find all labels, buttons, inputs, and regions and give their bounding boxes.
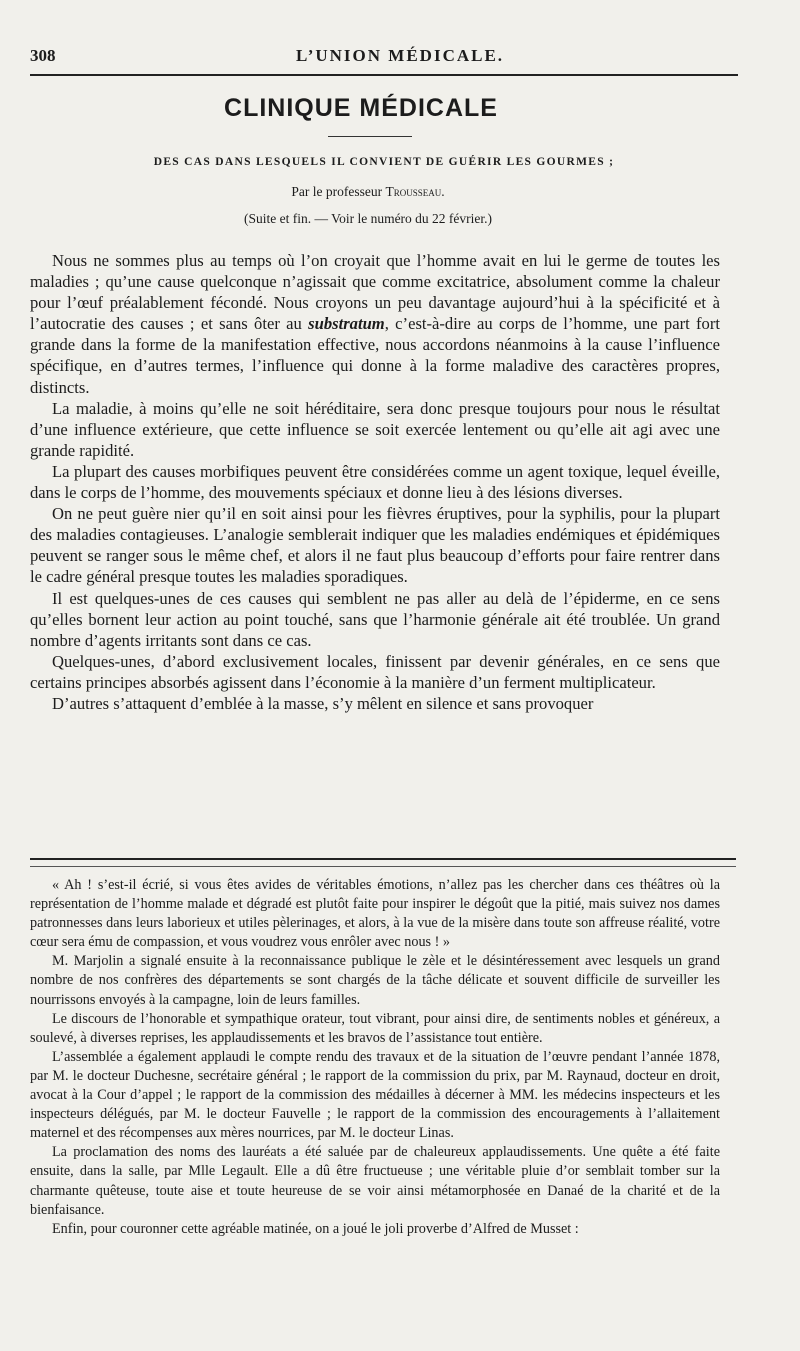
body-paragraph-6: Quelques-unes, d’abord exclusivement locales, finissent par devenir générales, en ce sens que certains principes absorbés agissent dans l’économie à la manière d’un ferment multiplicateur. — [30, 651, 720, 692]
feuilleton-paragraph-3: Le discours de l’honorable et sympathique orateur, tout vibrant, pour ainsi dire, de sentiments nobles et généreux, a soulevé, à diverses reprises, les applaudissements et les bravos de l’assistance tout entière. — [30, 1010, 720, 1046]
feuilleton-paragraph-5: La proclamation des noms des lauréats a été saluée par de chaleureux applaudissements. Une quête a été faite ensuite, dans la salle, par Mlle Legault. Elle a dû être fructueuse ; une véritable pluie d’or semblait tomber sur la charmante quêteuse, toute aise et toute heureuse de se voir ainsi métamorphosée en Danaé de la charité et de la bienfaisance. — [30, 1144, 720, 1218]
feuilleton-paragraph-2: M. Marjolin a signalé ensuite à la reconnaissance publique le zèle et le désintéressement avec lesquels un grand nombre de nos confrères des départements se sont chargés de la tâche délicate et souvent difficile de surveiller les nourrissons envoyés à la campagne, loin de leurs familles. — [30, 953, 720, 1008]
body-paragraph-7: D’autres s’attaquent d’emblée à la masse, s’y mêlent en silence et sans provoquer — [52, 693, 594, 713]
page-number: 308 — [30, 46, 56, 65]
emphasis-substratum: substratum — [308, 314, 385, 334]
body-paragraph-4: On ne peut guère nier qu’il en soit ainsi pour les fièvres éruptives, pour la syphilis, pour la plupart des maladies contagieuses. L’analogie semblerait indiquer que les maladies endémiques et épidémiques peuvent se ranger sous le même chef, et alors il ne faut plus beaucoup d’efforts pour faire rentrer dans le cadre général presque toutes les maladies sporadiques. — [30, 504, 720, 587]
header-rule — [30, 74, 738, 76]
title-rule — [328, 136, 412, 137]
journal-title: L’UNION MÉDICALE. — [295, 46, 505, 65]
section-title: CLINIQUE MÉDICALE — [224, 94, 498, 122]
feuilleton-text — [30, 876, 720, 1239]
article-body — [30, 250, 720, 714]
author-line — [0, 184, 736, 200]
feuilleton-paragraph-4: L’assemblée a également applaudi le compte rendu des travaux et de la situation de l’œuvre pendant l’année 1878, par M. le docteur Duchesne, secrétaire général ; le rapport de la commission du prix, par M. Raynaud, docteur en droit, avocat à la Cour d’appel ; le rapport de la commission des médailles à décerner à MM. les médecins inspecteurs et les inspecteurs délégués, par M. le docteur Fauvelle ; le rapport de la commission des encouragements à l’allaitement maternel et des récompenses aux mères nourrices, par M. le docteur Linas. — [30, 1048, 720, 1142]
author-prefix: Par le professeur — [291, 184, 383, 199]
feuilleton-paragraph-1: « Ah ! s’est-il écrié, si vous êtes avides de véritables émotions, n’allez pas les chercher dans ces théâtres où la représentation de l’homme malade et dégradé est plutôt faite pour inspirer le dégoût que la pitié, mais suivez nos dames patronnesses dans leurs laborieux et utiles pèlerinages, et alors, à la vue de la misère dans toute son affreuse réalité, votre cœur sera ému de compassion, et vous voudrez vous enrôler avec nous ! » — [30, 877, 720, 951]
feuilleton-rule — [30, 858, 736, 860]
body-paragraph-3: La plupart des causes morbifiques peuvent être considérées comme un agent toxique, lequel éveille, dans le corps de l’homme, des mouvements spéciaux et donne lieu à des lésions diverses. — [30, 461, 720, 503]
continuation-note: (Suite et fin. — Voir le numéro du 22 février.) — [243, 211, 493, 226]
article-title: DES CAS DANS LESQUELS IL CONVIENT DE GUÉRIR LES GOURMES ; — [153, 156, 615, 168]
feuilleton-rule-thin — [30, 866, 736, 867]
author-name: Trousseau. — [385, 184, 445, 199]
body-paragraph-5: Il est quelques-unes de ces causes qui semblent ne pas aller au delà de l’épiderme, en ce sens qu’elles bornent leur action au point touché, sans que l’harmonie générale ait été troublée. Un grand nombre d’agents irritants sont dans ce cas. — [30, 588, 720, 650]
feuilleton-paragraph-6: Enfin, pour couronner cette agréable matinée, on a joué le joli proverbe d’Alfred de Musset : — [52, 1220, 579, 1237]
body-paragraph-2: La maladie, à moins qu’elle ne soit héréditaire, sera donc presque toujours pour nous le résultat d’une influence extérieure, que cette influence se soit exercée lentement ou qu’elle ait agi avec une grande rapidité. — [30, 398, 720, 460]
body-paragraph-1: Nous ne sommes plus au temps où l’on croyait que l’homme avait en lui le germe de toutes les maladies ; qu’une cause quelconque n’agissait que comme excitatrice, absolument comme la chaleur pour l’œuf préalablement fécondé. Nous croyons un peu davantage aujourd’hui à la spécificité et à l’autocratie des causes ; et sans ôter au substratum, c’est-à-dire au corps de l’homme, une part fort grande dans la forme de la manifestation effective, nous accordons néanmoins à la cause l’influence spécifique, en d’autres termes, l’influence qui donne à la forme maladive des caractères propres, distincts. — [30, 251, 720, 397]
